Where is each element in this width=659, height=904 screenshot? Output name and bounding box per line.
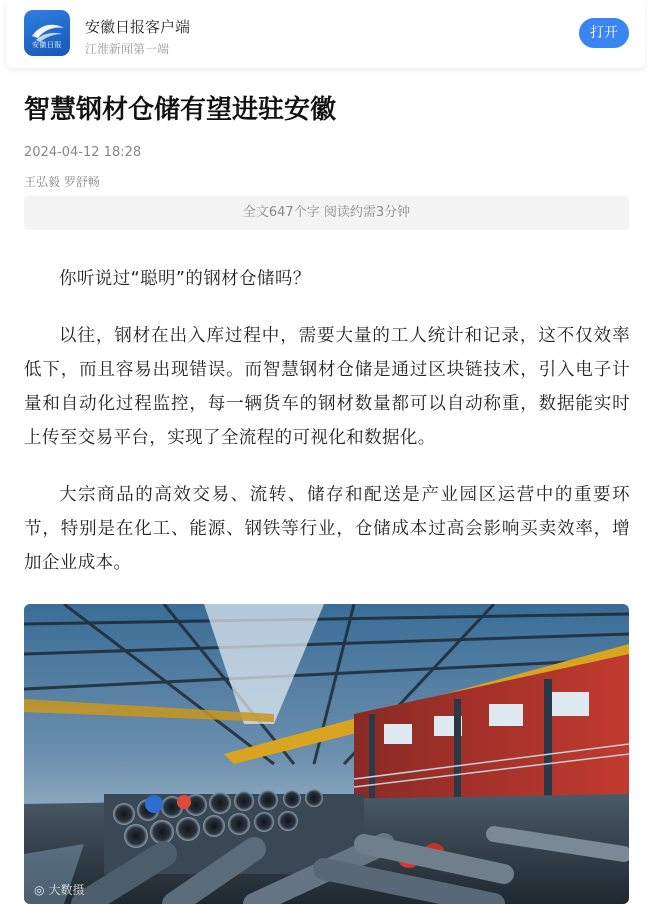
publish-date: 2024-04-12 18:28 (24, 145, 142, 160)
article-body (24, 262, 630, 603)
logo-text: 安徽日报 (32, 41, 62, 49)
paragraph: 以往，钢材在出入库过程中，需要大量的工人统计和记录，这不仅效率低下，而且容易出现错误。而智慧钢材仓储是通过区块链技术，引入电子计量和自动化过程监控，每一辆货车的钢材数量都可以自动称重，数据能实时上传至交易平台，实现了全流程的可视化和数据化。 (24, 326, 630, 448)
app-slogan: 江淮新闻第一端 (85, 42, 170, 56)
anhui-daily-logo-icon (24, 10, 70, 56)
read-info-bar: 全文647个字 阅读约需3分钟 (24, 196, 629, 230)
app-download-banner[interactable] (6, 0, 645, 68)
open-app-button[interactable]: 打开 (579, 18, 629, 48)
paragraph: 大宗商品的高效交易、流转、储存和配送是产业园区运营中的重要环节，特别是在化工、能源、钢铁等行业，仓储成本过高会影响买卖效率，增加企业成本。 (24, 485, 630, 573)
article-title: 智慧钢材仓储有望进驻安徽 (24, 95, 337, 125)
watermark-text: 大数摄 (48, 883, 85, 897)
paragraph: 你听说过“聪明”的钢材仓储吗？ (59, 269, 311, 289)
warehouse-illustration (24, 604, 629, 904)
camera-icon: ◎ (34, 882, 45, 897)
warehouse-photo (24, 604, 629, 904)
app-name: 安徽日报客户端 (85, 18, 191, 36)
image-watermark (34, 881, 85, 898)
article-authors: 王弘毅 罗舒畅 (24, 175, 100, 189)
